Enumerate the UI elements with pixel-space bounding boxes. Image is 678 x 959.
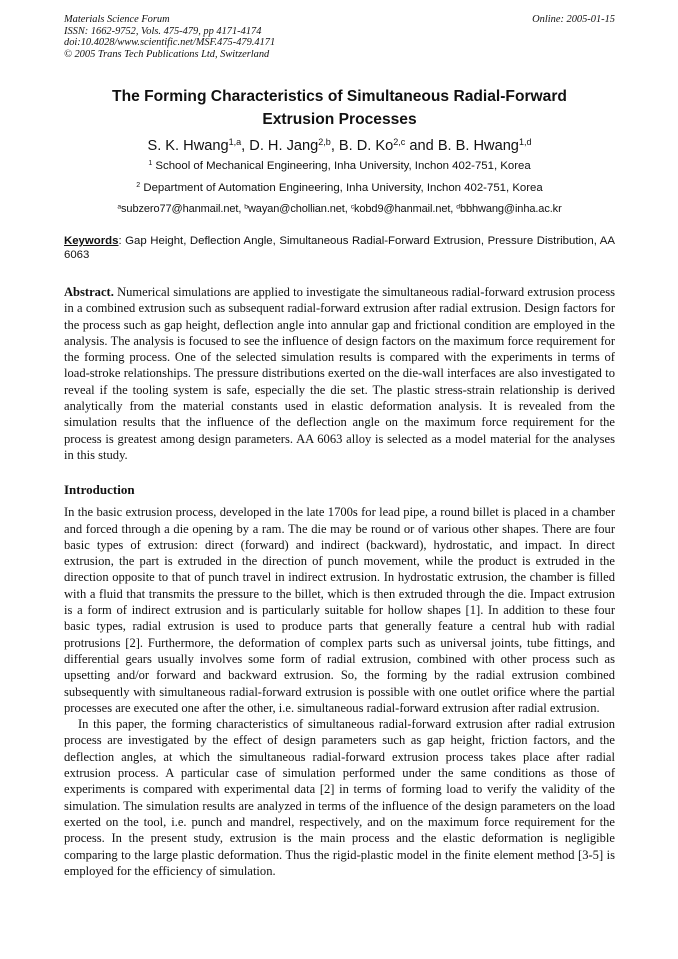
journal-header	[64, 14, 615, 62]
abstract	[64, 284, 615, 463]
email-address: subzero77@hanmail.net,	[121, 203, 245, 215]
affiliation-mark: 2	[136, 181, 141, 189]
author-separator: ,	[330, 138, 339, 154]
journal-issn: ISSN: 1662-9752, Vols. 475-479, pp 4171-4174	[64, 25, 262, 37]
author-separator: and	[405, 138, 438, 154]
email-address: bbhwang@inha.ac.kr	[459, 203, 562, 215]
paper-title-line-1: The Forming Characteristics of Simultaneous Radial-Forward	[112, 88, 567, 105]
journal-copyright: © 2005 Trans Tech Publications Ltd, Switzerland	[64, 48, 270, 60]
introduction-paragraph-2: In this paper, the forming characteristics of simultaneous radial-forward extrusion after radial extrusion process are investigated by the effect of design parameters such as gap height, friction factors, and the deflection angles, at which the simultaneous radial-forward extrusion process takes place after radial extrusion process. A particular case of simulation performed under the same conditions as those of experiments is compared with experimental data [2] in terms of forming load to verify the validity of the simulation. The simulation results are analyzed in terms of the influence of the design parameters on the load exerted on the tool, i.e. punch and mandrel, respectively, and on the maximum force requirement for the process. In the present study, extrusion is the main process and the elastic deformation is negligible comparing to the large plastic deformation. Thus the rigid-plastic model in the finite element method [3-5] is employed for the efficiency of simulation.	[64, 717, 615, 878]
paper-page	[64, 14, 615, 879]
affiliation-text: School of Mechanical Engineering, Inha University, Inchon 402-751, Korea	[155, 160, 531, 172]
email-address: kobd9@hanmail.net,	[354, 203, 457, 215]
paper-title-line-2: Extrusion Processes	[262, 111, 417, 128]
author-separator: ,	[241, 138, 250, 154]
online-date: Online: 2005-01-15	[532, 14, 615, 25]
author-affiliation-mark: 2,b	[318, 137, 331, 148]
abstract-label: Abstract.	[64, 285, 114, 299]
affiliation-1	[64, 156, 615, 178]
email-mark: a	[117, 203, 122, 211]
email-mark: d	[456, 203, 460, 211]
author-affiliation-mark: 1,d	[518, 137, 532, 148]
author-affiliation-mark: 2,c	[393, 137, 406, 148]
keywords	[64, 234, 615, 262]
author-name: B. B. Hwang	[437, 138, 519, 154]
author-name: S. K. Hwang	[147, 138, 229, 154]
keywords-colon: :	[118, 235, 122, 247]
author-name: B. D. Ko	[338, 138, 394, 154]
author-name: D. H. Jang	[249, 138, 319, 154]
keywords-text: Gap Height, Deflection Angle, Simultaneous Radial-Forward Extrusion, Pressure Distribution, AA 6063	[64, 235, 615, 261]
affiliation-2	[64, 178, 615, 200]
journal-name: Materials Science Forum	[64, 14, 170, 25]
affiliation-mark: 1	[148, 160, 153, 168]
paper-title	[64, 85, 615, 131]
email-mark: b	[244, 203, 248, 211]
email-list	[64, 199, 615, 219]
introduction-paragraph-1: In the basic extrusion process, developed in the late 1700s for lead pipe, a round billet is placed in a chamber and forced through a die opening by a ram. The die may be round or of various other shapes. There are four basic types of extrusion: direct (forward) and indirect (backward), hydrostatic, and impact. In direct extrusion, the part is extruded in the direction of punch movement, while the product is extruded in the direction opposite to that of punch travel in indirect extrusion. In hydrostatic extrusion, the chamber is filled with a fluid that transmits the pressure to the billet, which is then extruded through the die. Impact extrusion is a form of indirect extrusion and is particularly suitable for hollow shapes [1]. In addition to these four basic types, radial extrusion is used to produce parts that generally feature a central hub with radial protrusions [2]. Furthermore, the deformation of complex parts such as universal joints, tube fittings, and differential gears usually involves some form of radial extrusion, combined with other process such as upsetting and/or forward and backward extrusion. So, the forming by the radial extrusion combined subsequently with simultaneous radial-forward extrusion is possible with one outlet orifice where the partial processes are executed one after the other, i.e. simultaneous radial-forward extrusion after radial extrusion.	[64, 505, 615, 715]
email-address: wayan@chollian.net,	[247, 203, 351, 215]
email-mark: c	[350, 203, 354, 211]
affiliation-text: Department of Automation Engineering, Inha University, Inchon 402-751, Korea	[143, 181, 543, 194]
author-list	[64, 136, 615, 156]
keywords-label: Keywords	[64, 235, 119, 247]
author-affiliation-mark: 1,a	[228, 137, 242, 148]
abstract-text: Numerical simulations are applied to investigate the simultaneous radial-forward extrusion process in a combined extrusion such as subsequent radial-forward extrusion after radial extrusion. Design factors for the process such as gap height, deflection angle into annular gap and frictional condition are employed in the analysis. The analysis is focused to see the influence of design factors on the maximum force requirement for the forming process. One of the selected simulation results is compared with the experiments in terms of load-stroke relationships. The pressure distributions exerted on the die-wall interfaces are also investigated to reveal if the tooling system is safe, especially the die set. The plastic stress-strain relationship is derived analytically from the material constants used in elastic deformation analysis. It is revealed from the simulation results that the influence of the deflection angle on the maximum force requirement for the process is greatest among design parameters. AA 6063 alloy is selected as a model material for the analyses in this study.	[64, 285, 615, 462]
journal-doi: doi:10.4028/www.scientific.net/MSF.475-479.4171	[64, 37, 276, 49]
introduction-heading: Introduction	[64, 482, 135, 498]
